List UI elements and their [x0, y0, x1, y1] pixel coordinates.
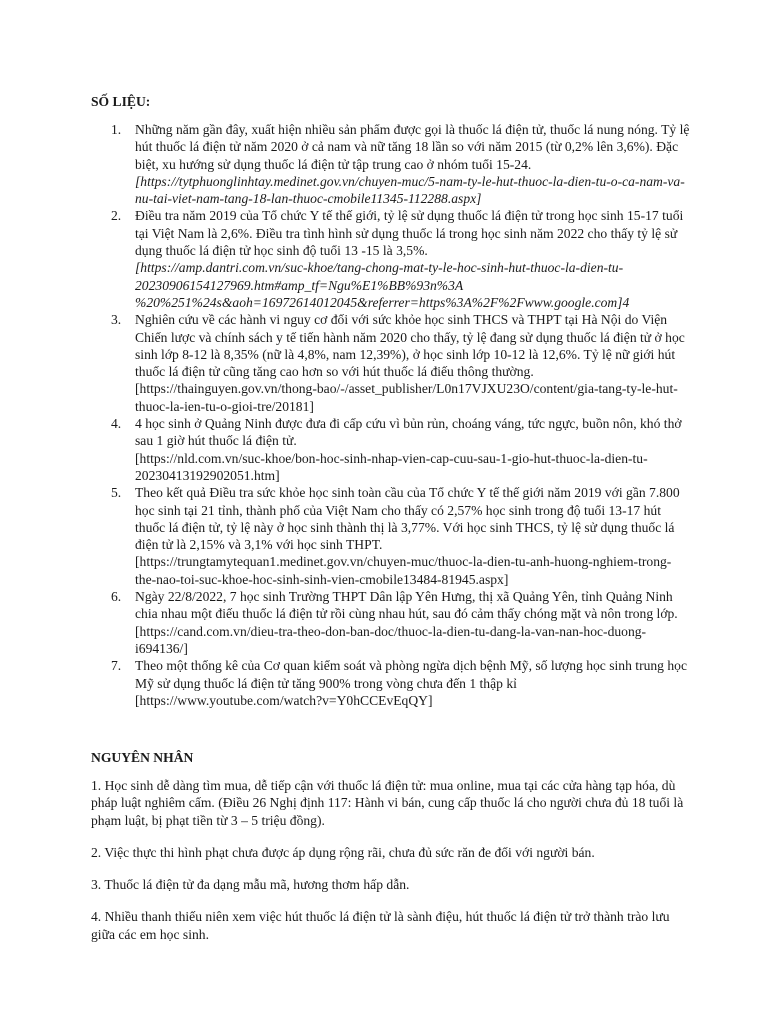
list-item-number: 5. [111, 485, 122, 501]
source-link[interactable]: [https://trungtamytequan1.medinet.gov.vn/chuyen-muc/thuoc-la-dien-tu-anh-huong-nghiem-trong-the-nao-toi-suc-khoe-hoc-sinh-sinh-vien-cmobile13484-81945.aspx] [135, 554, 672, 587]
cause-paragraph: 2. Việc thực thi hình phạt chưa được áp dụng rộng rãi, chưa đủ sức răn đe đối với người bán. [91, 844, 595, 860]
stats-heading: SỐ LIỆU: [91, 94, 151, 109]
causes-list [91, 777, 691, 958]
list-item-text: Theo một thống kê của Cơ quan kiểm soát và phòng ngừa dịch bệnh Mỹ, số lượng học sinh trung học Mỹ sử dụng thuốc lá điện tử tăng 900% trong vòng chưa đến 1 thập kỉ [135, 658, 688, 691]
cause-paragraph: 1. Học sinh dễ dàng tìm mua, dễ tiếp cận với thuốc lá điện tử: mua online, mua tại các cửa hàng tạp hóa, dù pháp luật nghiêm cấm. (Điều 26 Nghị định 117: Hành vi bán, cung cấp thuốc lá cho người chưa đủ 18 tuổi là phạm luật, bị phạt tiền từ 3 – 5 triệu đồng). [91, 778, 684, 828]
list-item-text: Theo kết quả Điều tra sức khỏe học sinh toàn cầu của Tổ chức Y tế thế giới năm 2019 với gần 7.800 học sinh tại 21 tỉnh, thành phố của Việt Nam cho thấy có 2,57% học sinh trong độ tuổi 13-17 hút thuốc lá điện tử, tỷ lệ này ở học sinh thành thị là 3,77%. Với học sinh THCS, tỷ lệ sử dụng thuốc lá điện tử là 2,15% và 3,1% với học sinh THPT. [135, 485, 680, 553]
list-item-number: 2. [111, 208, 122, 224]
list-item-text: 4 học sinh ở Quảng Ninh được đưa đi cấp cứu vì bủn rủn, choáng váng, tức ngực, buồn nôn, khó thở sau 1 giờ hút thuốc lá điện tử. [135, 416, 682, 449]
list-item [91, 484, 691, 588]
cause-paragraph: 4. Nhiều thanh thiếu niên xem việc hút thuốc lá điện tử là sành điệu, hút thuốc lá điện tử trở thành trào lưu giữa các em học sinh. [91, 909, 670, 942]
source-link[interactable]: [https://thainguyen.gov.vn/thong-bao/-/asset_publisher/L0n17VJXU23O/content/gia-tang-ty-le-hut-thuoc-la-ien-tu-o-gioi-tre/20181] [135, 381, 678, 414]
source-link[interactable]: [https://cand.com.vn/dieu-tra-theo-don-ban-doc/thuoc-la-dien-tu-dang-la-van-nan-hoc-duong-i694136/] [135, 623, 647, 656]
list-item-number: 1. [111, 122, 122, 137]
list-item [91, 415, 691, 484]
source-link[interactable]: [https://nld.com.vn/suc-khoe/bon-hoc-sinh-nhap-vien-cap-cuu-sau-1-gio-hut-thuoc-la-dien-tu-20230413192902051.htm] [135, 450, 648, 483]
causes-heading: NGUYÊN NHÂN [91, 750, 194, 765]
list-item-text: Ngày 22/8/2022, 7 học sinh Trường THPT Dân lập Yên Hưng, thị xã Quảng Yên, tỉnh Quảng Ninh chia nhau một điếu thuốc lá điện tử rồi cùng nhau hút, sau đó cảm thấy chóng mặt và nôn trong lớp. [135, 589, 678, 622]
list-item-number: 6. [111, 589, 122, 605]
list-item-text: Nghiên cứu về các hành vi nguy cơ đối với sức khỏe học sinh THCS và THPT tại Hà Nội do Viện Chiến lược và chính sách y tế tiến hành năm 2020 cho thấy, tỷ lệ đang sử dụng thuốc lá điện tử ở học sinh lớp 8-12 là 8,35% (nữ là 4,8%, nam 12,39%), ở học sinh lớp 10-12 là 12,6%. Tỷ lệ nữ giới hút thuốc lá điện tử cũng tăng cao hơn so với hút thuốc lá điếu thông thường. [135, 312, 685, 380]
list-item [91, 588, 691, 657]
list-item [91, 207, 691, 311]
list-item-number: 4. [111, 416, 122, 432]
list-item-number: 3. [111, 312, 122, 328]
list-item-text: Điều tra năm 2019 của Tổ chức Y tế thế giới, tỷ lệ sử dụng thuốc lá điện tử trong học sinh 15-17 tuổi tại Việt Nam là 2,6%. Điều tra tình hình sử dụng thuốc lá trong học sinh năm 2022 cho thấy tỷ lệ sử dụng thuốc lá điện tử học sinh độ tuổi 13 -15 là 3,5%. [135, 208, 684, 259]
list-item-number: 7. [111, 658, 122, 674]
list-item [91, 657, 691, 709]
source-link[interactable]: [https://amp.dantri.com.vn/suc-khoe/tang-chong-mat-ty-le-hoc-sinh-hut-thuoc-la-dien-tu-20230906154127969.htm#amp_tf=Ngu%E1%BB%93n%3A %20%251%24s&aoh=16972614012045&referrer=https%3A%2F%2Fwww.google.com]4 [135, 260, 630, 310]
list-item [91, 121, 691, 207]
list-item-text: Những năm gần đây, xuất hiện nhiều sản phẩm được gọi là thuốc lá điện tử, thuốc lá nung nóng. Tỷ lệ hút thuốc lá điện tử năm 2020 ở cả nam và nữ tăng 18 lần so với năm 2015 (từ 0,2% lên 3,6%). Đặc biệt, xu hướng sử dụng thuốc lá điện tử tập trung cao ở nhóm tuổi 15-24. [135, 122, 690, 172]
stats-list [91, 121, 691, 709]
cause-paragraph: 3. Thuốc lá điện tử đa dạng mẫu mã, hương thơm hấp dẫn. [91, 877, 410, 893]
source-link[interactable]: [https://tytphuonglinhtay.medinet.gov.vn/chuyen-muc/5-nam-ty-le-hut-thuoc-la-dien-tu-o-ca-nam-va-nu-tai-viet-nam-tang-18-lan-thuoc-cmobile11345-112288.aspx] [135, 173, 685, 207]
list-item [91, 311, 691, 415]
source-link[interactable]: [https://www.youtube.com/watch?v=Y0hCCEvEqQY] [135, 692, 433, 708]
